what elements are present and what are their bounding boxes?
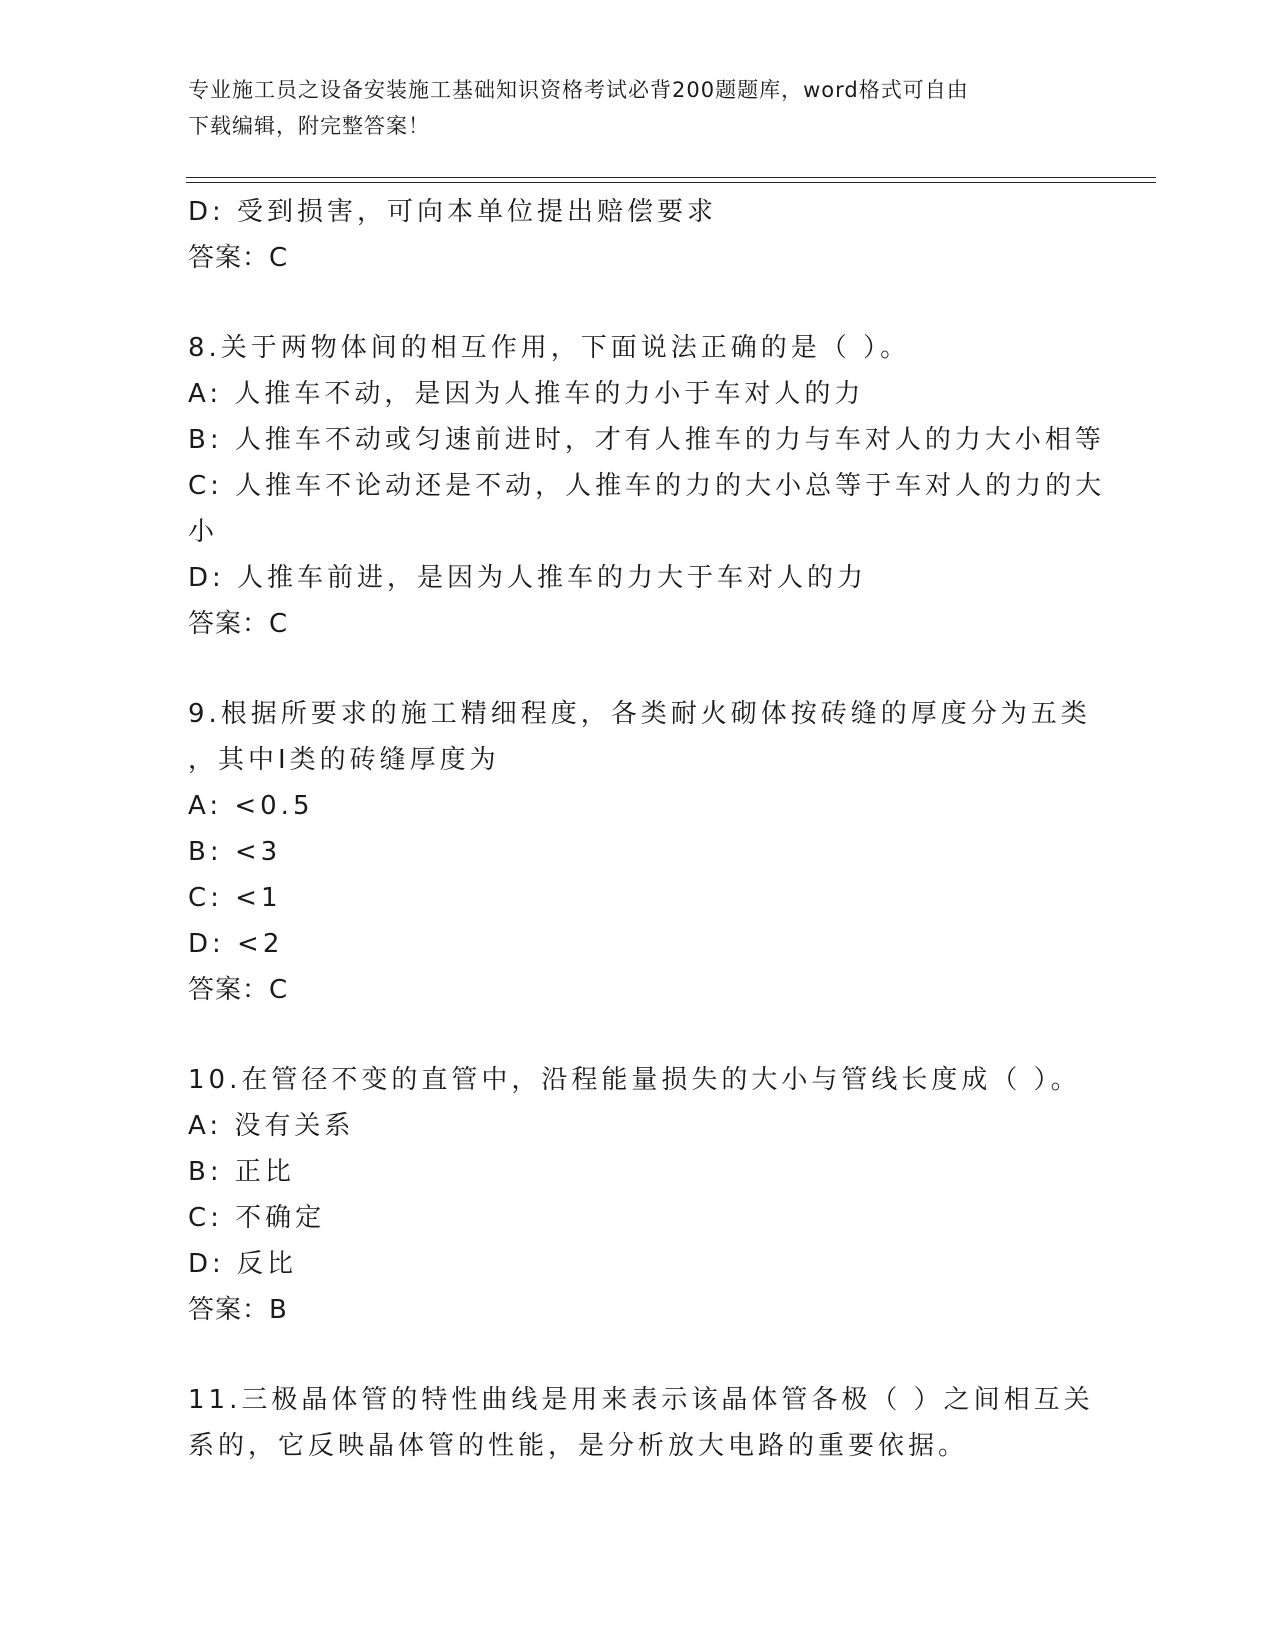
option-c: C: 不确定 <box>188 1203 326 1233</box>
question-11 <box>188 1377 1094 1469</box>
header-title-line-2: 下载编辑，附完整答案！ <box>188 114 430 138</box>
question-text: 11.三极晶体管的特性曲线是用来表示该晶体管各极（ ）之间相互关 <box>188 1385 1094 1415</box>
answer: 答案：B <box>188 1295 288 1325</box>
option-b: B: <3 <box>188 837 282 867</box>
option-c: C: 人推车不论动还是不动，人推车的力的大小总等于车对人的力的大 <box>188 471 1106 501</box>
question-8 <box>188 325 1106 647</box>
option-c-continued: 小 <box>188 517 219 547</box>
answer: 答案：C <box>188 243 289 273</box>
question-10 <box>188 1057 1088 1333</box>
spacer <box>188 647 1088 691</box>
option-c: C: <1 <box>188 883 282 913</box>
question-7 <box>188 189 1088 281</box>
option-d: D: 人推车前进，是因为人推车的力大于车对人的力 <box>188 563 868 593</box>
header-title-line-1: 专业施工员之设备安装施工基础知识资格考试必背200题题库，word格式可自由 <box>188 78 969 102</box>
question-list <box>188 189 1106 1469</box>
spacer <box>188 281 1088 325</box>
document-header <box>188 72 1088 144</box>
spacer <box>188 1013 1088 1057</box>
question-9 <box>188 691 1091 1013</box>
question-text: 10.在管径不变的直管中，沿程能量损失的大小与管线长度成（ ）。 <box>188 1065 1081 1095</box>
option-a: A: 没有关系 <box>188 1111 355 1141</box>
header-divider-top <box>186 177 1156 178</box>
option-b: B: 人推车不动或匀速前进时，才有人推车的力与车对人的力大小相等 <box>188 425 1105 455</box>
question-text: 8.关于两物体间的相互作用，下面说法正确的是（ ）。 <box>188 333 911 363</box>
option-d: D: 受到损害，可向本单位提出赔偿要求 <box>188 197 718 227</box>
spacer <box>188 1333 1088 1377</box>
option-b: B: 正比 <box>188 1157 295 1187</box>
option-d: D: 反比 <box>188 1249 298 1279</box>
option-a: A: <0.5 <box>188 791 314 821</box>
option-a: A: 人推车不动，是因为人推车的力小于车对人的力 <box>188 379 865 409</box>
answer: 答案：C <box>188 609 289 639</box>
header-divider-bottom <box>186 182 1156 183</box>
question-text-continued: 系的，它反映晶体管的性能，是分析放大电路的重要依据。 <box>188 1431 969 1461</box>
option-d: D: <2 <box>188 929 284 959</box>
question-text-continued: ，其中Ⅰ类的砖缝厚度为 <box>188 745 500 775</box>
answer: 答案：C <box>188 975 289 1005</box>
question-text: 9.根据所要求的施工精细程度，各类耐火砌体按砖缝的厚度分为五类 <box>188 699 1091 729</box>
